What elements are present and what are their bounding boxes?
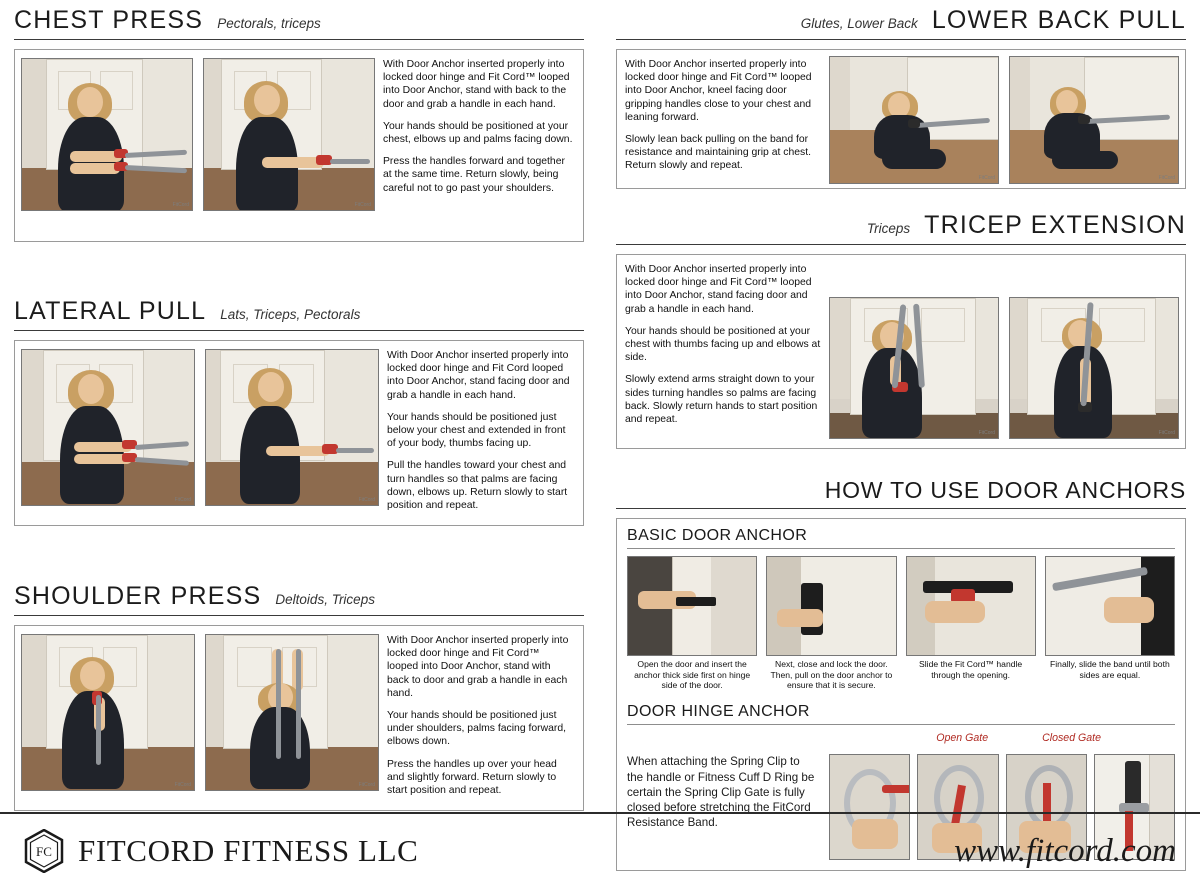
exercise-body bbox=[616, 49, 1186, 189]
anchor-step-caption: Finally, slide the band until both sides are equal. bbox=[1050, 659, 1170, 680]
exercise-tricep-extension bbox=[616, 211, 1186, 449]
exercise-photo: FitCord bbox=[21, 58, 193, 211]
exercise-title: LOWER BACK PULL bbox=[931, 6, 1186, 34]
exercise-title: CHEST PRESS bbox=[14, 6, 204, 34]
exercise-photos bbox=[21, 632, 379, 804]
exercise-header bbox=[14, 297, 584, 331]
exercise-title: LATERAL PULL bbox=[14, 297, 207, 325]
exercise-muscles: Triceps bbox=[866, 221, 911, 236]
exercise-photos bbox=[825, 261, 1179, 442]
exercise-body bbox=[616, 254, 1186, 449]
brand-name: FITCORD FITNESS LLC bbox=[78, 833, 419, 868]
exercise-text bbox=[623, 261, 825, 442]
exercise-shoulder-press bbox=[14, 582, 584, 811]
anchor-step-caption: Next, close and lock the door. Then, pull on the door anchor to ensure that it is secure. bbox=[770, 659, 893, 691]
footer bbox=[0, 812, 1200, 888]
exercise-title: SHOULDER PRESS bbox=[14, 582, 262, 610]
anchor-step-caption: Slide the Fit Cord™ handle through the opening. bbox=[919, 659, 1023, 680]
exercise-photo: FitCord bbox=[829, 56, 999, 184]
exercise-text bbox=[375, 56, 577, 235]
website-url[interactable]: www.fitcord.com bbox=[954, 832, 1176, 869]
exercise-body bbox=[14, 340, 584, 526]
exercise-text bbox=[379, 347, 577, 519]
exercise-paragraph: Your hands should be positioned at your chest with thumbs facing up and elbows at side. bbox=[625, 325, 821, 364]
exercise-header bbox=[14, 582, 584, 616]
exercise-paragraph: With Door Anchor inserted properly into locked door hinge and Fit Cord™ looped into Door Anchor, stand facing door and grab a handle in each hand. bbox=[625, 264, 812, 315]
exercise-text bbox=[379, 632, 577, 804]
exercise-photos bbox=[21, 56, 375, 235]
closed-gate-label: Closed Gate bbox=[1042, 732, 1101, 745]
anchor-step-photo bbox=[1045, 556, 1175, 656]
fitcord-hex-logo-icon bbox=[24, 829, 64, 873]
exercise-paragraph: Slowly extend arms straight down to your sides turning handles so palms are facing back. Slowly return hands to start position and repeat. bbox=[625, 374, 818, 426]
exercise-paragraph: Your hands should be positioned just under shoulders, palms facing forward, elbows down. bbox=[387, 710, 567, 748]
exercise-body bbox=[14, 625, 584, 811]
exercise-lower-back-pull bbox=[616, 6, 1186, 189]
exercise-muscles: Lats, Triceps, Pectorals bbox=[220, 307, 361, 322]
gate-labels bbox=[627, 732, 1175, 744]
anchor-step-photo bbox=[906, 556, 1036, 656]
exercise-photo: FitCord bbox=[205, 349, 379, 506]
exercise-paragraph: With Door Anchor inserted properly into locked door hinge and Fit Cord™ looped into Door Anchor, stand with back to the door and grab a handle in each hand. bbox=[383, 59, 570, 110]
exercise-header bbox=[616, 6, 1186, 40]
hinge-anchor-text: When attaching the Spring Clip to the handle or Fitness Cuff D Ring be certain the Spring Clip Gate is fully closed before stretching the FitCord Resistance Band. bbox=[627, 755, 815, 830]
open-gate-label: Open Gate bbox=[936, 732, 989, 745]
exercise-paragraph: With Door Anchor inserted properly into locked door hinge and Fit Cord looped into Door Anchor, stand facing door and grab a handle in each hand. bbox=[387, 350, 570, 401]
anchor-step bbox=[627, 556, 757, 691]
exercise-text bbox=[623, 56, 825, 182]
svg-text:FC: FC bbox=[36, 844, 52, 859]
anchor-step bbox=[766, 556, 896, 691]
basic-anchor-steps bbox=[627, 556, 1175, 691]
basic-anchor-title: BASIC DOOR ANCHOR bbox=[627, 527, 1175, 549]
exercise-paragraph: Press the handles up over your head and slightly forward. Return slowly to start position and repeat. bbox=[387, 758, 557, 797]
exercise-muscles: Pectorals, triceps bbox=[217, 16, 321, 31]
exercise-paragraph: With Door Anchor inserted properly into locked door hinge and Fit Cord™ looped into Door Anchor, stand with back to door and grab a handle in each hand. bbox=[387, 635, 569, 699]
exercise-title: TRICEP EXTENSION bbox=[924, 211, 1186, 239]
exercise-photo: FitCord bbox=[205, 634, 379, 791]
exercise-photo: FitCord bbox=[21, 349, 195, 506]
anchor-step-photo bbox=[766, 556, 896, 656]
exercise-paragraph: Press the handles forward and together at the same time. Return slowly, being careful not to go past your shoulders. bbox=[383, 156, 565, 194]
hinge-anchor-title: DOOR HINGE ANCHOR bbox=[627, 703, 1175, 725]
exercise-photo: FitCord bbox=[829, 297, 999, 439]
exercise-muscles: Deltoids, Triceps bbox=[275, 592, 375, 607]
exercise-paragraph: Pull the handles toward your chest and turn handles so that palms are facing down, elbows up. Return slowly to start position and repeat. bbox=[387, 460, 568, 512]
exercise-muscles: Glutes, Lower Back bbox=[800, 16, 918, 31]
exercise-lateral-pull bbox=[14, 297, 584, 526]
exercise-photo: FitCord bbox=[1009, 297, 1179, 439]
exercise-body bbox=[14, 49, 584, 242]
exercise-photo: FitCord bbox=[203, 58, 375, 211]
exercise-photos bbox=[825, 56, 1179, 182]
left-column bbox=[14, 6, 584, 811]
right-column bbox=[616, 6, 1186, 871]
exercise-photo: FitCord bbox=[21, 634, 195, 791]
exercise-paragraph: With Door Anchor inserted properly into locked door hinge and Fit Cord™ looped into Door Anchor, kneel facing door gripping handles close to your chest and leaning forward. bbox=[625, 59, 812, 123]
brand-block bbox=[24, 829, 418, 873]
exercise-chest-press bbox=[14, 6, 584, 242]
anchor-step bbox=[1045, 556, 1175, 691]
anchor-step bbox=[906, 556, 1036, 691]
exercise-paragraph: Slowly lean back pulling on the band for resistance and maintaining grip at chest. Return slowly and repeat. bbox=[625, 134, 811, 172]
exercise-photos bbox=[21, 347, 379, 519]
exercise-photo: FitCord bbox=[1009, 56, 1179, 184]
door-anchors-heading: HOW TO USE DOOR ANCHORS bbox=[616, 477, 1186, 509]
anchor-step-caption: Open the door and insert the anchor thick side first on hinge side of the door. bbox=[634, 659, 751, 691]
exercise-header bbox=[14, 6, 584, 40]
exercise-paragraph: Your hands should be positioned just below your chest and extended in front of your body, thumbs facing up. bbox=[387, 411, 566, 450]
exercise-header bbox=[616, 211, 1186, 245]
exercise-paragraph: Your hands should be positioned at your chest, elbows up and palms facing down. bbox=[383, 120, 573, 146]
anchor-step-photo bbox=[627, 556, 757, 656]
